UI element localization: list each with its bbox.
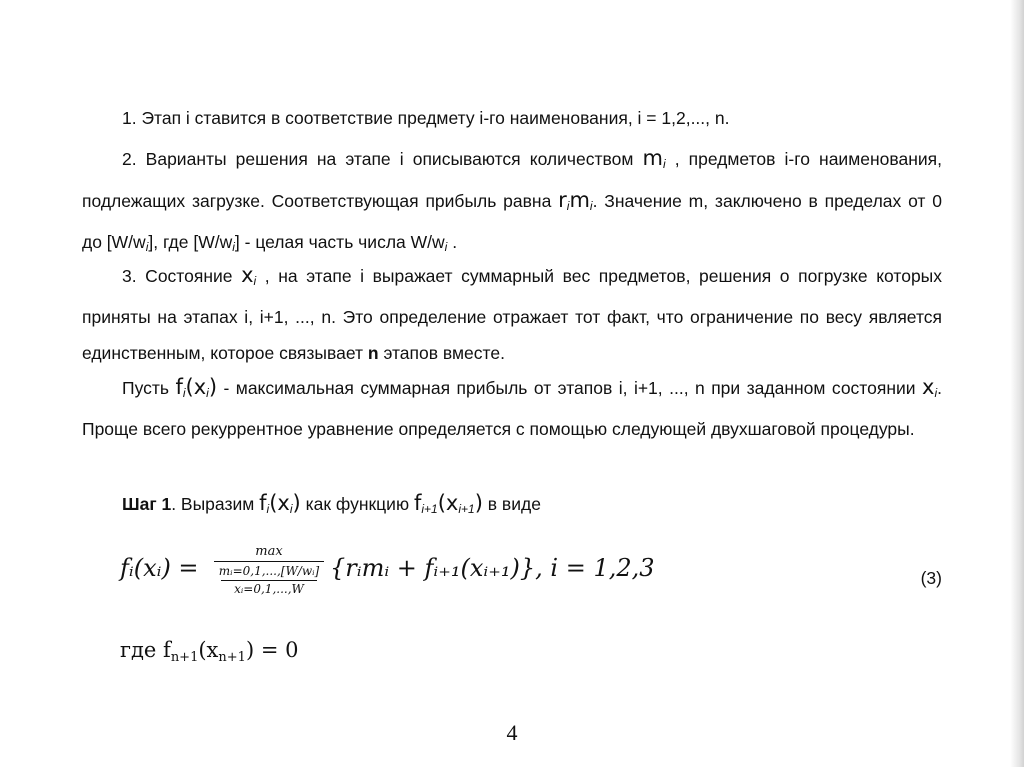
bold-n: n xyxy=(367,343,379,363)
sub-i: i xyxy=(289,502,293,516)
fraction-line xyxy=(214,561,324,562)
p2-text-a: 2. Варианты решения на этапе i описываются количеством xyxy=(122,149,643,169)
paren-close: ) xyxy=(474,491,483,515)
var-f: f xyxy=(175,375,183,399)
sub-n-plus-1: n+1 xyxy=(170,650,199,665)
p2-text-c: . Значение m, заключено в пределах от xyxy=(592,191,933,211)
where-text-b: (x xyxy=(198,638,219,662)
recurrence-formula xyxy=(120,540,680,630)
sub-i: i xyxy=(566,199,570,213)
var-m: m xyxy=(642,146,663,170)
sub-i: i xyxy=(934,386,938,400)
var-x: x xyxy=(922,375,935,399)
p4-text-b: - максимальная суммарная прибыль от этапов i, i+1, ..., n при заданном состоянии xyxy=(217,378,923,398)
p3-text-c: этапов вместе. xyxy=(378,343,505,363)
sub-n-plus-1: n+1 xyxy=(218,650,246,665)
p3-text-b: , на этапе i выражает суммарный вес предметов, решения о погрузке которых приняты на этапах i, i+1, ..., n. Это определение отражает тот факт, что ограничение по весу является единственным, которое связывает xyxy=(82,266,943,363)
sub-i-plus-1: i+1 xyxy=(458,502,475,516)
p2-text-f: ] - целая часть числа W/w xyxy=(234,232,445,252)
max-label: max xyxy=(255,544,283,559)
var-x: (x xyxy=(185,375,207,399)
paragraph-4 xyxy=(82,369,942,447)
var-r: r xyxy=(558,188,567,212)
sub-i: i xyxy=(206,386,209,400)
max-range-m: mᵢ=0,1,...,[W/wᵢ] xyxy=(218,564,320,578)
sub-i-plus-1: i+1 xyxy=(421,502,438,516)
step-label: Шаг 1 xyxy=(122,494,172,514)
max-range-x: xᵢ=0,1,...,W xyxy=(234,582,304,596)
sub-i: i xyxy=(145,240,149,254)
paragraph-1 xyxy=(82,100,942,136)
sub-i: i xyxy=(182,386,186,400)
document-page xyxy=(82,0,942,767)
max-operator xyxy=(214,544,324,596)
paragraph-5 xyxy=(82,485,942,527)
formula-right: {rᵢmᵢ + fᵢ₊₁(xᵢ₊₁)}, i = 1,2,3 xyxy=(330,554,655,582)
sub-i: i xyxy=(266,502,270,516)
page-edge-shadow xyxy=(1010,0,1024,767)
where-text-a: где f xyxy=(120,638,171,662)
where-text-c: ) = 0 xyxy=(245,638,299,662)
zero: 0 xyxy=(932,191,942,211)
paragraph-3 xyxy=(82,257,942,371)
p5-text-c: в виде xyxy=(482,494,541,514)
var-f: f xyxy=(413,491,422,515)
paragraph-1-text: 1. Этап i ставится в соответствие предмету i-го наименования, i = 1,2,..., n. xyxy=(122,108,730,128)
var-m: m xyxy=(569,188,590,212)
var-x: (x xyxy=(437,491,459,515)
paragraph-2 xyxy=(82,140,942,265)
var-x: x xyxy=(241,263,254,287)
p2-text-g: . xyxy=(447,232,458,252)
equation-number: (3) xyxy=(920,568,942,588)
var-f: f xyxy=(259,491,267,515)
p2-text-d: до [W/w xyxy=(82,232,146,252)
sub-i: i xyxy=(589,199,593,213)
p5-text-a: . Выразим xyxy=(171,494,260,514)
boundary-condition xyxy=(120,638,298,665)
paren-close: ) xyxy=(292,491,301,515)
sub-i: i xyxy=(444,240,448,254)
fraction-line xyxy=(221,580,317,581)
page-number: 4 xyxy=(506,720,518,745)
formula-left: fᵢ(xᵢ) = xyxy=(120,554,199,582)
sub-i: i xyxy=(232,240,235,254)
p4-text-a: Пусть xyxy=(122,378,176,398)
sub-i: i xyxy=(253,274,257,288)
p2-text-b: , предметов i-го наименования, подлежащих загрузке. Соответствующая прибыль равна xyxy=(82,149,942,211)
p2-text-e: ], где [W/w xyxy=(148,232,233,252)
p3-text-a: 3. Состояние xyxy=(122,266,242,286)
sub-i: i xyxy=(662,157,666,171)
p4-text-c: . Проще всего рекуррентное уравнение определяется с помощью следующей двухшаговой процедуры. xyxy=(82,378,942,439)
p5-text-b: как функцию xyxy=(300,494,414,514)
var-x: (x xyxy=(269,491,290,515)
paren-close: ) xyxy=(208,375,218,399)
